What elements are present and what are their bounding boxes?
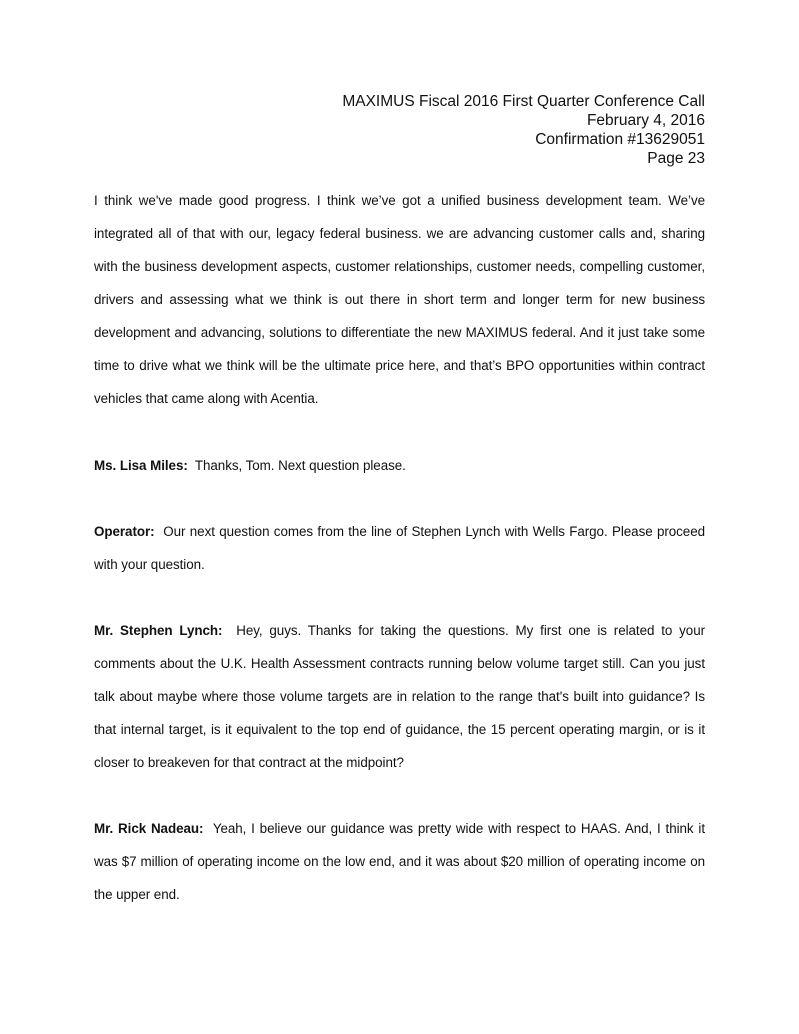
confirmation-number: Confirmation #13629051: [535, 131, 705, 148]
page-number: Page 23: [647, 150, 705, 167]
transcript-paragraph: [94, 614, 705, 779]
speaker-name: Ms. Lisa Miles:: [94, 458, 188, 473]
speaker-name: Mr. Stephen Lynch:: [94, 623, 223, 638]
transcript-paragraph: [94, 449, 705, 482]
document-title: MAXIMUS Fiscal 2016 First Quarter Conference Call: [342, 93, 705, 110]
transcript-paragraph: [94, 515, 705, 581]
speaker-name: Mr. Rick Nadeau:: [94, 821, 204, 836]
transcript-paragraph: [94, 812, 705, 911]
paragraph-text: Hey, guys. Thanks for taking the questions. My first one is related to your comments about the U.K. Health Assessment contracts running below volume target still. Can you just talk about maybe where those volume targets are in relation to the range that's built into guidance? Is that internal target, is it equivalent to the top end of guidance, the 15 percent operating margin, or is it closer to breakeven for that contract at the midpoint?: [94, 623, 706, 770]
speaker-name: Operator:: [94, 524, 155, 539]
document-date: February 4, 2016: [586, 112, 705, 129]
paragraph-text: Yeah, I believe our guidance was pretty wide with respect to HAAS. And, I think it was $7 million of operating income on the low end, and it was about $20 million of operating income on the upper end.: [94, 821, 705, 902]
page-header: [342, 92, 705, 168]
paragraph-text: Our next question comes from the line of Stephen Lynch with Wells Fargo. Please proceed with your question.: [94, 524, 706, 572]
paragraph-text: I think we've made good progress. I think we’ve got a unified business development team. We’ve integrated all of that with our, legacy federal business. we are advancing customer calls and, sharing with the business development aspects, customer relationships, customer needs, compelling customer, drivers and assessing what we think is out there in short term and longer term for new business development and advancing, solutions to differentiate the new MAXIMUS federal. And it just take some time to drive what we think will be the ultimate price here, and that’s BPO opportunities within contract vehicles that came along with Acentia.: [94, 193, 705, 406]
paragraph-text: Thanks, Tom. Next question please.: [194, 458, 406, 473]
transcript-paragraph: [94, 184, 705, 415]
